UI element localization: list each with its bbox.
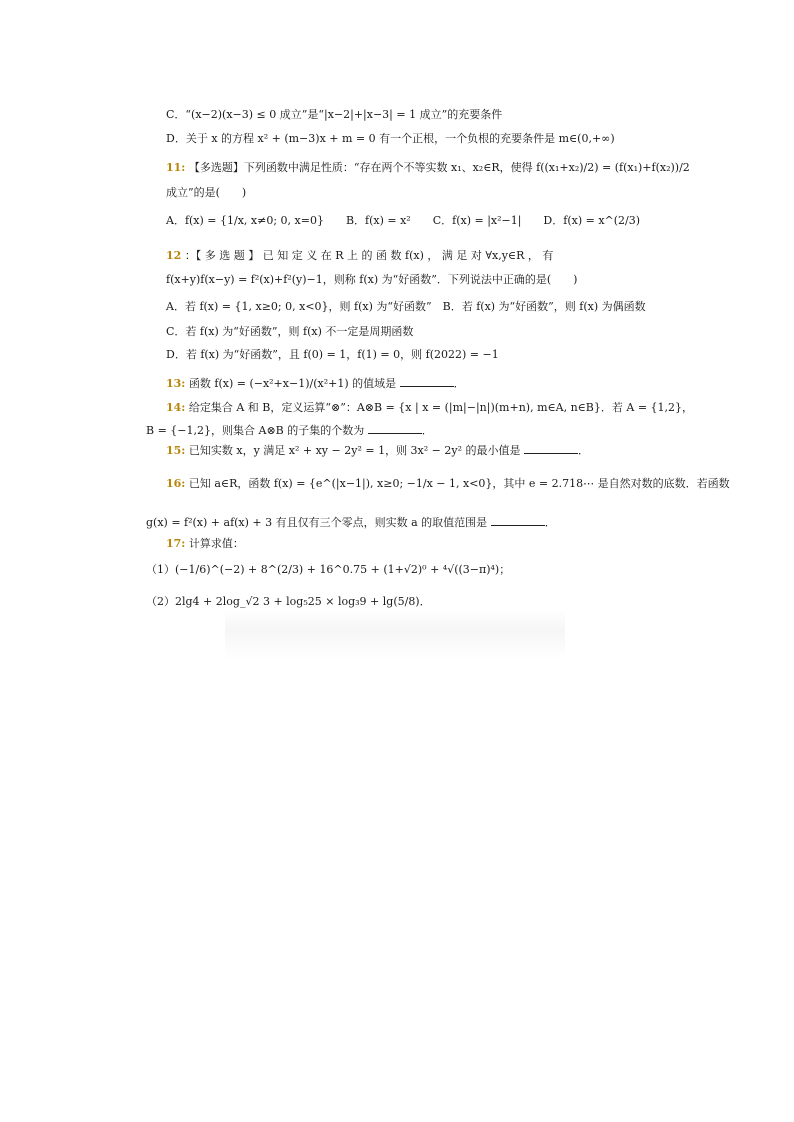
question-17	[166, 537, 244, 551]
question-14	[166, 401, 693, 415]
question-text: 给定集合 A 和 B，定义运算“⊗”：A⊗B = {x | x = (|m|−|n|)(m+n), m∈A, n∈B}．若 A = {1,2}，	[188, 401, 694, 414]
question-12-option-d: D．若 f(x) 为“好函数”，且 f(0) = 1，f(1) = 0，则 f(2022) = −1	[166, 348, 499, 361]
q10-option-d: D．关于 x 的方程 x² + (m−3)x + m = 0 有一个正根，一个负根的充要条件是 m∈(0,+∞)	[166, 132, 615, 145]
answer-blank	[400, 376, 454, 387]
question-number: 14:	[166, 401, 186, 414]
question-text: 函数 f(x) = (−x²+x−1)/(x²+1) 的值域是	[188, 377, 397, 390]
question-text: ：【 多 选 题 】 已 知 定 义 在 R 上 的 函 数 f(x) ， 满 足 对 ∀x,y∈R ， 有	[184, 249, 554, 262]
question-number: 17:	[166, 537, 186, 550]
question-text: 已知实数 x，y 满足 x² + xy − 2y² = 1，则 3x² − 2y² 的最小值是	[188, 444, 521, 457]
question-15: 15: 已知实数 x，y 满足 x² + xy − 2y² = 1，则 3x² − 2y² 的最小值是 ．	[166, 444, 590, 457]
question-16-continuation: g(x) = f²(x) + af(x) + 3 有且仅有三个零点，则实数 a 的取值范围是 ．	[146, 516, 556, 529]
question-13: 13: 函数 f(x) = (−x²+x−1)/(x²+1) 的值域是 ．	[166, 377, 465, 390]
question-number: 12	[166, 249, 182, 262]
question-11	[166, 161, 690, 175]
q10-option-c: C．“(x−2)(x−3) ≤ 0 成立”是“|x−2|+|x−3| = 1 成立”的充要条件	[166, 108, 503, 121]
answer-blank	[491, 515, 545, 526]
answer-blank	[368, 423, 422, 434]
question-number: 11:	[166, 161, 186, 174]
scan-shadow	[225, 610, 565, 660]
question-text: 【多选题】下列函数中满足性质：“存在两个不等实数 x₁、x₂∈R，使得 f((x₁+x₂)/2) = (f(x₁)+f(x₂))/2	[188, 161, 690, 174]
question-17-part-1: （1）(−1/6)^(−2) + 8^(2/3) + 16^0.75 + (1+√2)⁰ + ⁴√((3−π)⁴)；	[146, 563, 511, 576]
question-number: 16:	[166, 477, 186, 490]
question-number: 15:	[166, 444, 186, 457]
question-text: 计算求值：	[188, 537, 244, 550]
question-text: 已知 a∈R，函数 f(x) = {e^(|x−1|), x≥0; −1/x − 1, x<0}，其中 e = 2.718⋯ 是自然对数的底数．若函数	[188, 477, 730, 490]
question-16	[166, 477, 730, 491]
question-17-part-2: （2）2lg4 + 2log_√2 3 + log₅25 × log₃9 + lg(5/8)．	[146, 595, 431, 608]
question-11-options: A．f(x) = {1/x, x≠0; 0, x=0} B．f(x) = x² C．f(x) = |x²−1| D．f(x) = x^(2/3)	[166, 214, 641, 227]
question-12-option-c: C．若 f(x) 为“好函数”，则 f(x) 不一定是周期函数	[166, 325, 414, 338]
answer-blank	[524, 443, 578, 454]
question-12-options-ab: A．若 f(x) = {1, x≥0; 0, x<0}，则 f(x) 为“好函数” B．若 f(x) 为“好函数”，则 f(x) 为偶函数	[166, 300, 646, 313]
question-11-continuation: 成立”的是( )	[166, 186, 247, 199]
question-14-continuation: B = {−1,2}，则集合 A⊗B 的子集的个数为 ．	[146, 424, 433, 437]
question-12	[166, 249, 553, 263]
question-number: 13:	[166, 377, 186, 390]
question-12-continuation: f(x+y)f(x−y) = f²(x)+f²(y)−1，则称 f(x) 为“好函数”．下列说法中正确的是( )	[166, 273, 578, 286]
